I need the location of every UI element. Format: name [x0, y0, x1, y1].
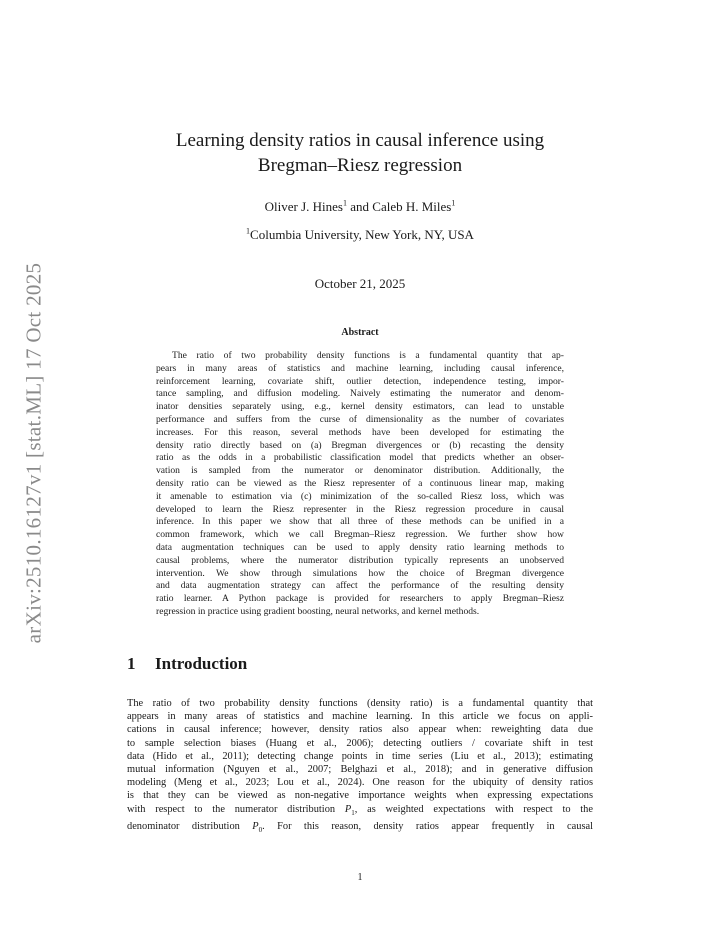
math-subscript: 0	[258, 825, 263, 834]
body-line: mutual information (Nguyen et al., 2007; Belghazi et al., 2018); and in generative diffusion	[127, 764, 593, 776]
abstract-line: it amenable to estimation via (c) minimization of the so-called Riesz loss, which was	[156, 490, 564, 502]
page-number: 1	[357, 872, 363, 883]
body-line: to sample selection biases (Huang et al., 2006); detecting outliers / covariate shift in test	[127, 737, 593, 749]
body-line: appears in many areas of statistics and machine learning. In this article we focus on appli-	[127, 711, 593, 723]
abstract-line: pears in many areas of statistics and machine learning, including causal inference,	[156, 362, 564, 374]
paper-title	[60, 128, 660, 178]
abstract-line: density ratio can be viewed as the Riesz representer of a continuous linear map, making	[156, 477, 564, 489]
author-name: Caleb H. Miles	[372, 199, 452, 214]
abstract-line: data augmentation techniques can be used to apply density ratio learning methods to	[156, 541, 564, 553]
affiliation	[60, 227, 660, 243]
section-number: 1	[127, 654, 136, 673]
section-title: Introduction	[155, 654, 248, 673]
abstract-body	[156, 350, 564, 619]
abstract-line: reinforcement learning, covariate shift, outlier detection, independence testing, impor-	[156, 375, 564, 387]
affiliation-text: Columbia University, New York, NY, USA	[250, 227, 474, 242]
abstract-line: increases. For this reason, several methods have been developed for estimating the	[156, 426, 564, 438]
abstract-line: inference. In this paper we show that all three of these methods can be unified in a	[156, 516, 564, 528]
abstract-line: inator densities separately using, e.g., kernel density estimators, can lead to unstable	[156, 401, 564, 413]
abstract-line: performance and suffers from the curse of dimensionality as the number of covariates	[156, 413, 564, 425]
abstract-heading: Abstract	[341, 327, 379, 338]
abstract-line: vation is sampled from the numerator or denominator distribution. Additionally, the	[156, 465, 564, 477]
abstract-line: density ratio directly based on (a) Bregman divergences or (b) recasting the density	[156, 439, 564, 451]
body-line: data (Hido et al., 2011); detecting change points in time series (Liu et al., 2013); estimating	[127, 750, 593, 762]
affiliation-marker: 1	[343, 198, 347, 208]
abstract-line: ratio learner. A Python package is provided for researchers to apply Bregman–Riesz	[156, 593, 564, 605]
section-heading	[127, 654, 247, 674]
math-variable: P	[252, 820, 259, 832]
author-separator: and	[347, 199, 373, 214]
abstract-line: common framework, which we call Bregman–Riesz regression. We further show how	[156, 529, 564, 541]
abstract-line: and data augmentation strategy can affect the performance of the resulting density	[156, 580, 564, 592]
body-line: The ratio of two probability density functions (density ratio) is a fundamental quantity that	[127, 698, 593, 709]
abstract-line: intervention. We show through simulations how the choice of Bregman divergence	[156, 567, 564, 579]
title-line-2: Bregman–Riesz regression	[257, 155, 463, 176]
math-subscript: 1	[351, 808, 355, 817]
abstract-line: The ratio of two probability density functions is a fundamental quantity that ap-	[172, 350, 564, 361]
arxiv-identifier-stamp[interactable]: arXiv:2510.16127v1 [stat.ML] 17 Oct 2025	[21, 262, 46, 644]
title-line-1: Learning density ratios in causal inference using	[175, 130, 545, 151]
abstract-line: developed to learn the Riesz representer in the Riesz regression procedure in causal	[156, 503, 564, 515]
body-text: with respect to the numerator distribution	[127, 803, 345, 815]
abstract-line: regression in practice using gradient boosting, neural networks, and kernel methods.	[156, 605, 480, 617]
body-text: denominator distribution	[127, 820, 253, 832]
abstract-line: tance sampling, and diffusion modeling. Naively estimating the numerator and denom-	[156, 388, 564, 400]
author-name: Oliver J. Hines	[264, 199, 343, 214]
introduction-body	[127, 697, 593, 837]
body-line	[127, 820, 593, 837]
body-text: , as weighted expectations with respect to the	[354, 803, 593, 815]
author-list	[60, 199, 660, 215]
affiliation-marker: 1	[246, 226, 251, 236]
body-text: . For this reason, density ratios appear frequently in causal	[262, 820, 593, 832]
abstract-line: ratio as the odds in a probabilistic classification model that predicts whether an obser-	[156, 452, 564, 464]
affiliation-marker: 1	[451, 198, 456, 208]
paper-date: October 21, 2025	[314, 276, 406, 291]
body-line: modeling (Meng et al., 2023; Lou et al., 2024). One reason for the ubiquity of density ratios	[127, 777, 593, 789]
body-line	[127, 803, 593, 820]
body-line: cations in causal inference; however, density ratios also appear when: reweighting data due	[127, 724, 593, 736]
body-line: is that they can be viewed as non-negative importance weights when expressing expectations	[127, 790, 593, 802]
math-variable: P	[344, 803, 352, 815]
abstract-line: causal problems, where the numerator distribution typically represents an unobserved	[156, 554, 564, 566]
